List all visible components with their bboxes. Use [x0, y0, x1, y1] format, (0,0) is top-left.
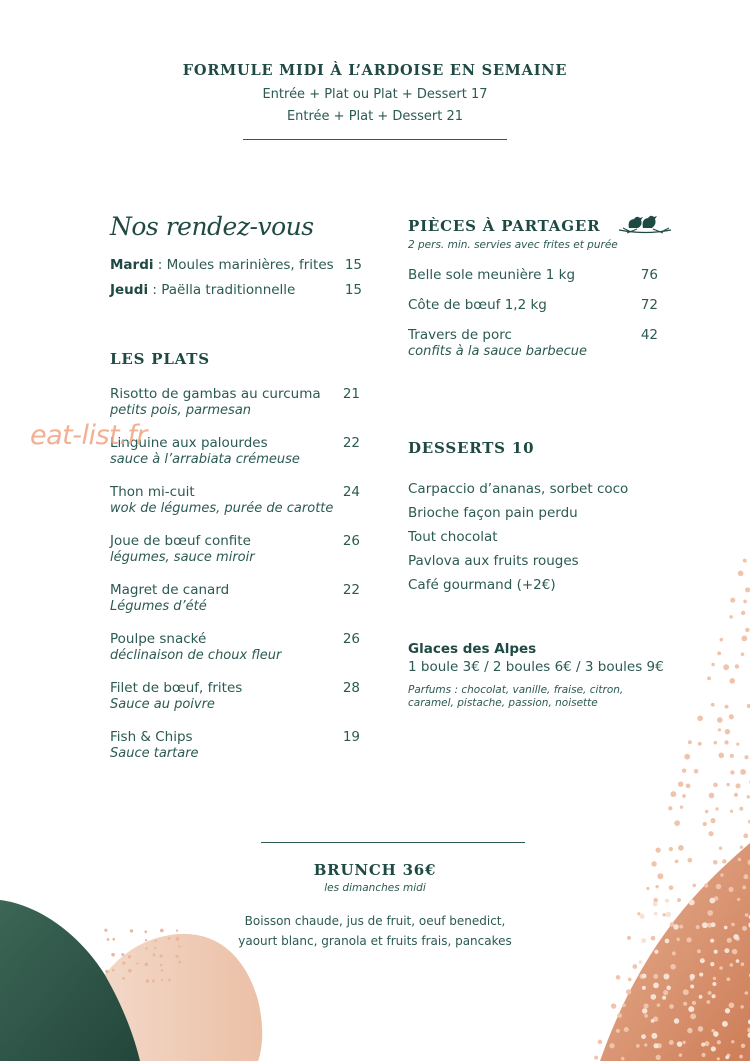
- rendezvous-dish: : Paëlla traditionnelle: [148, 282, 296, 298]
- decor-dot: [609, 1043, 614, 1048]
- plat-desc: déclinaison de choux fleur: [110, 648, 282, 663]
- decor-dot: [698, 742, 702, 746]
- decor-dot: [690, 985, 694, 989]
- decor-dot: [677, 1041, 683, 1047]
- decor-dot: [709, 898, 715, 904]
- decor-dot: [747, 795, 750, 798]
- plat-price: 22: [342, 582, 360, 598]
- decor-dot: [104, 929, 107, 932]
- decor-dot: [688, 1006, 694, 1012]
- decor-dot: [644, 1004, 649, 1009]
- piece-price: 76: [640, 267, 658, 283]
- decor-dot: [732, 949, 738, 955]
- decor-dot: [712, 982, 716, 986]
- decor-dot: [651, 994, 657, 1000]
- piece-item: [408, 327, 658, 359]
- decor-dot: [709, 793, 715, 799]
- birds-nest-icon: [617, 211, 673, 235]
- decor-dot: [740, 1005, 743, 1008]
- decor-dot: [669, 1004, 674, 1009]
- decor-dot: [736, 783, 741, 788]
- plat-item: [110, 582, 360, 614]
- decor-dot: [678, 781, 684, 787]
- decor-dot: [611, 1003, 616, 1008]
- decor-dot: [698, 1026, 704, 1032]
- formule-line-1: Entrée + Plat ou Plat + Dessert 17: [262, 87, 488, 102]
- plat-name: Thon mi-cuit: [110, 484, 195, 500]
- decor-dot: [743, 833, 748, 838]
- decor-dot: [730, 598, 735, 603]
- decor-dot: [160, 929, 164, 933]
- decor-dot: [712, 994, 716, 998]
- decor-dot: [672, 951, 676, 955]
- decor-dot: [729, 615, 733, 619]
- decor-dot: [679, 1053, 682, 1056]
- formule-title: FORMULE MIDI À L’ARDOISE EN SEMAINE: [182, 62, 568, 79]
- decor-dot: [729, 678, 735, 684]
- decor-dot: [741, 652, 745, 656]
- decor-dot: [740, 846, 743, 849]
- decor-dot: [628, 978, 632, 982]
- pieces-subtitle: 2 pers. min. servies avec frites et purée: [408, 239, 618, 251]
- decor-dot: [703, 822, 707, 826]
- plat-item: [110, 533, 360, 565]
- decor-dot: [697, 949, 701, 953]
- decor-dot: [105, 970, 109, 974]
- decor-dot: [122, 961, 125, 964]
- decor-dot: [663, 990, 668, 995]
- decor-dot: [617, 1013, 622, 1018]
- plat-desc: Sauce au poivre: [110, 697, 215, 712]
- watermark: eat-list.fr: [30, 420, 147, 451]
- decor-dot: [710, 962, 714, 966]
- decor-dot: [708, 991, 712, 995]
- decor-dot: [112, 969, 115, 972]
- plat-price: 22: [342, 435, 360, 451]
- decor-dot: [730, 770, 734, 774]
- decor-dot: [642, 974, 647, 979]
- decor-dot: [128, 955, 131, 958]
- decor-dot: [686, 783, 691, 788]
- decor-dot: [160, 954, 163, 957]
- rendezvous-title: Nos rendez-vous: [110, 212, 314, 241]
- rendezvous-day: Jeudi: [110, 282, 149, 298]
- decor-dot: [653, 982, 659, 988]
- plats-title: LES PLATS: [110, 350, 210, 368]
- decor-dot: [160, 964, 163, 967]
- decor-dot: [738, 571, 744, 577]
- decor-dot: [624, 1027, 629, 1032]
- glaces-parfums-2: caramel, pistache, passion, noisette: [408, 697, 598, 709]
- plat-desc: wok de légumes, purée de carotte: [110, 501, 334, 516]
- decor-dot: [594, 1056, 598, 1060]
- decor-dot: [713, 1031, 719, 1037]
- formule-line-2: Entrée + Plat + Dessert 21: [286, 109, 464, 124]
- plat-desc: Légumes d’été: [110, 599, 207, 614]
- plat-item: [110, 729, 360, 761]
- decor-dot: [711, 703, 715, 707]
- piece-desc: confits à la sauce barbecue: [408, 344, 588, 359]
- decor-dot: [636, 1044, 640, 1048]
- decor-dot: [689, 900, 695, 906]
- decor-dot: [737, 898, 740, 901]
- decor-dot: [626, 989, 631, 994]
- decor-dot: [718, 728, 721, 731]
- decor-dot: [717, 651, 721, 655]
- decor-dot: [168, 979, 171, 982]
- decor-dot: [680, 805, 683, 808]
- decor-dot: [729, 1002, 735, 1008]
- dessert-item: Brioche façon pain perdu: [408, 505, 578, 521]
- decor-dot: [178, 961, 181, 964]
- decor-dot: [111, 953, 115, 957]
- piece-name: Belle sole meunière 1 kg: [408, 267, 576, 283]
- decor-dot: [699, 995, 703, 999]
- brunch-line-2: yaourt blanc, granola et fruits frais, pancakes: [238, 934, 512, 948]
- pieces-title: PIÈCES À PARTAGER: [408, 217, 601, 235]
- decor-dot: [666, 986, 671, 991]
- decor-dot: [729, 714, 734, 719]
- decor-dot: [641, 1034, 646, 1039]
- plat-item: [110, 484, 360, 516]
- decor-dot: [684, 754, 690, 760]
- decor-dot: [717, 717, 723, 723]
- decor-dot: [713, 783, 718, 788]
- decor-dot: [730, 810, 733, 813]
- decor-dot: [670, 791, 676, 797]
- plat-name: Risotto de gambas au curcuma: [110, 386, 321, 402]
- decor-dot: [711, 1046, 716, 1051]
- decor-dot: [736, 742, 739, 745]
- decor-dot: [644, 1014, 648, 1018]
- plat-name: Linguine aux palourdes: [110, 435, 268, 451]
- plat-item: [110, 386, 360, 418]
- decor-dot: [725, 705, 729, 709]
- decor-dot: [725, 729, 731, 735]
- decor-dot: [653, 974, 658, 979]
- decor-dot: [690, 974, 695, 979]
- decor-dot: [682, 768, 686, 772]
- decor-dot: [719, 846, 722, 849]
- decor-dot: [718, 753, 724, 759]
- plat-desc: sauce à l’arrabiata crémeuse: [110, 452, 300, 467]
- decor-dot: [719, 966, 723, 970]
- plat-price: 26: [342, 533, 360, 549]
- decor-dot: [736, 959, 740, 963]
- decor-dot: [146, 979, 149, 982]
- decor-dot: [670, 964, 676, 970]
- decor-dot: [145, 963, 149, 967]
- decor-dot: [656, 1055, 661, 1060]
- decor-dot: [677, 898, 681, 902]
- decor-dot: [704, 1041, 709, 1046]
- decor-dot: [687, 1028, 692, 1033]
- decor-dot: [669, 847, 673, 851]
- rendezvous-price: 15: [344, 282, 362, 298]
- decor-dot: [678, 845, 684, 851]
- decor-dot: [653, 902, 658, 907]
- decor-dot: [683, 1002, 687, 1006]
- decor-dot: [727, 977, 731, 981]
- rendezvous-dish: : Moules marinières, frites: [153, 257, 334, 273]
- decor-dot: [739, 1055, 743, 1059]
- decor-dot: [651, 1033, 657, 1039]
- dessert-item: Café gourmand (+2€): [408, 577, 556, 593]
- decor-dot: [651, 1019, 655, 1023]
- glaces-title: Glaces des Alpes: [408, 641, 537, 657]
- decor-dot: [711, 663, 714, 666]
- decor-dot: [714, 741, 718, 745]
- glaces-prices: 1 boule 3€ / 2 boules 6€ / 3 boules 9€: [408, 659, 664, 675]
- decor-dot: [639, 960, 643, 964]
- plat-name: Filet de bœuf, frites: [110, 680, 243, 696]
- decor-dot: [710, 818, 715, 823]
- decor-dot: [688, 740, 692, 744]
- decor-dot: [700, 958, 705, 963]
- decor-dot: [690, 1013, 696, 1019]
- plat-price: 21: [342, 386, 360, 402]
- piece-item: [408, 297, 658, 313]
- decor-dot: [152, 979, 155, 982]
- rendezvous-price: 15: [344, 257, 362, 273]
- decor-dot: [122, 977, 125, 980]
- decor-dot: [714, 950, 718, 954]
- decor-dot: [729, 963, 733, 967]
- decor-dot: [735, 664, 739, 668]
- decor-dot: [713, 977, 716, 980]
- plat-name: Joue de bœuf confite: [110, 533, 251, 549]
- decor-dot: [632, 964, 637, 969]
- dessert-item: Pavlova aux fruits rouges: [408, 553, 579, 569]
- decor-dot: [694, 769, 699, 774]
- decor-dot: [616, 1029, 620, 1033]
- decor-dot: [745, 587, 750, 592]
- decor-dot: [130, 929, 133, 932]
- brunch-line-1: Boisson chaude, jus de fruit, oeuf benedict,: [244, 914, 506, 928]
- plat-name: Fish & Chips: [110, 729, 193, 745]
- decor-dot: [665, 899, 669, 903]
- decor-dot: [741, 1044, 745, 1048]
- decor-dot: [706, 1000, 710, 1004]
- brunch-title: BRUNCH 36€: [313, 861, 437, 879]
- decor-dot: [653, 1043, 658, 1048]
- decor-dot: [708, 831, 713, 836]
- decor-dot: [744, 755, 748, 759]
- brunch-subtitle: les dimanches midi: [324, 882, 426, 894]
- piece-name: Côte de bœuf 1,2 kg: [408, 297, 547, 313]
- plat-desc: petits pois, parmesan: [110, 403, 252, 418]
- decor-dot: [642, 1008, 647, 1013]
- decor-dot: [734, 793, 738, 797]
- decor-dot: [730, 754, 734, 758]
- decor-dot: [669, 1040, 674, 1045]
- rendezvous-day: Mardi: [110, 257, 154, 273]
- decor-dot: [701, 1043, 705, 1047]
- decor-dot: [697, 715, 703, 721]
- decor-dot: [144, 930, 147, 933]
- decor-dot: [616, 975, 621, 980]
- plat-desc: légumes, sauce miroir: [110, 550, 255, 565]
- plat-item: [110, 631, 360, 663]
- decor-dot: [724, 948, 729, 953]
- decor-dot: [682, 1041, 685, 1044]
- decor-dot: [739, 807, 743, 811]
- plat-desc: Sauce tartare: [110, 746, 199, 761]
- decor-dot: [701, 1053, 705, 1057]
- plat-price: 28: [342, 680, 360, 696]
- decor-dot: [731, 1040, 734, 1043]
- glaces-parfums-1: Parfums : chocolat, vanille, fraise, citron,: [408, 684, 624, 696]
- dessert-item: Tout chocolat: [408, 529, 498, 545]
- decor-dot: [717, 1040, 721, 1044]
- decor-dot: [699, 972, 703, 976]
- piece-price: 72: [640, 297, 658, 313]
- decor-dot: [741, 636, 747, 642]
- plat-item: [110, 435, 360, 467]
- decor-dot: [725, 1055, 729, 1059]
- decor-dot: [621, 1057, 625, 1061]
- plat-price: 24: [342, 484, 360, 500]
- decor-dot: [741, 962, 745, 966]
- decor-dot: [656, 847, 661, 852]
- decor-dot: [161, 979, 163, 981]
- dessert-item: Carpaccio d’ananas, sorbet coco: [408, 481, 629, 497]
- decor-dot: [674, 1018, 679, 1023]
- decor-dot: [705, 810, 708, 813]
- plat-item: [110, 680, 360, 712]
- decor-dot: [723, 664, 729, 670]
- decor-dot: [674, 820, 680, 826]
- decor-dot: [642, 986, 646, 990]
- divider-top: [243, 139, 507, 140]
- decor-dot: [720, 638, 724, 642]
- decor-dot: [153, 953, 156, 956]
- decor-dot: [668, 806, 672, 810]
- desserts-title: DESSERTS 10: [408, 439, 535, 457]
- decor-dot: [136, 962, 138, 964]
- decor-dot: [743, 559, 747, 563]
- rendezvous-item: [110, 257, 362, 273]
- decor-dot: [654, 950, 658, 954]
- decor-dot: [161, 969, 163, 971]
- decor-dot: [622, 1004, 625, 1007]
- decor-dot: [725, 1008, 730, 1013]
- plat-price: 19: [342, 729, 360, 745]
- piece-item: [408, 267, 658, 283]
- piece-name: Travers de porc: [408, 327, 512, 343]
- rendezvous-item: [110, 282, 362, 298]
- decor-dot: [176, 929, 178, 931]
- decor-dot: [717, 1057, 720, 1060]
- decor-dot: [741, 611, 745, 615]
- decor-dot: [722, 1021, 728, 1027]
- decor-dot: [715, 807, 718, 810]
- divider-brunch: [261, 842, 525, 843]
- decor-dot: [128, 969, 132, 973]
- decor-dot: [644, 1043, 647, 1046]
- decor-dot: [662, 996, 666, 1000]
- decor-dot: [692, 1001, 696, 1005]
- plat-name: Poulpe snacké: [110, 631, 207, 647]
- decor-dot: [682, 794, 686, 798]
- decor-dot: [745, 628, 749, 632]
- decor-dot: [707, 676, 711, 680]
- decor-dot: [663, 973, 669, 979]
- decor-dot: [121, 953, 124, 956]
- piece-price: 42: [640, 327, 658, 343]
- decor-dot: [598, 1040, 603, 1045]
- decor-dot: [724, 740, 728, 744]
- decor-dot: [740, 769, 746, 775]
- decor-dot: [657, 1003, 661, 1007]
- decor-dot: [745, 991, 749, 995]
- decor-dot: [683, 989, 689, 995]
- decor-dot: [175, 955, 178, 958]
- decor-dot: [743, 600, 747, 604]
- decor-dot: [726, 783, 729, 786]
- plat-name: Magret de canard: [110, 582, 230, 598]
- plat-price: 26: [342, 631, 360, 647]
